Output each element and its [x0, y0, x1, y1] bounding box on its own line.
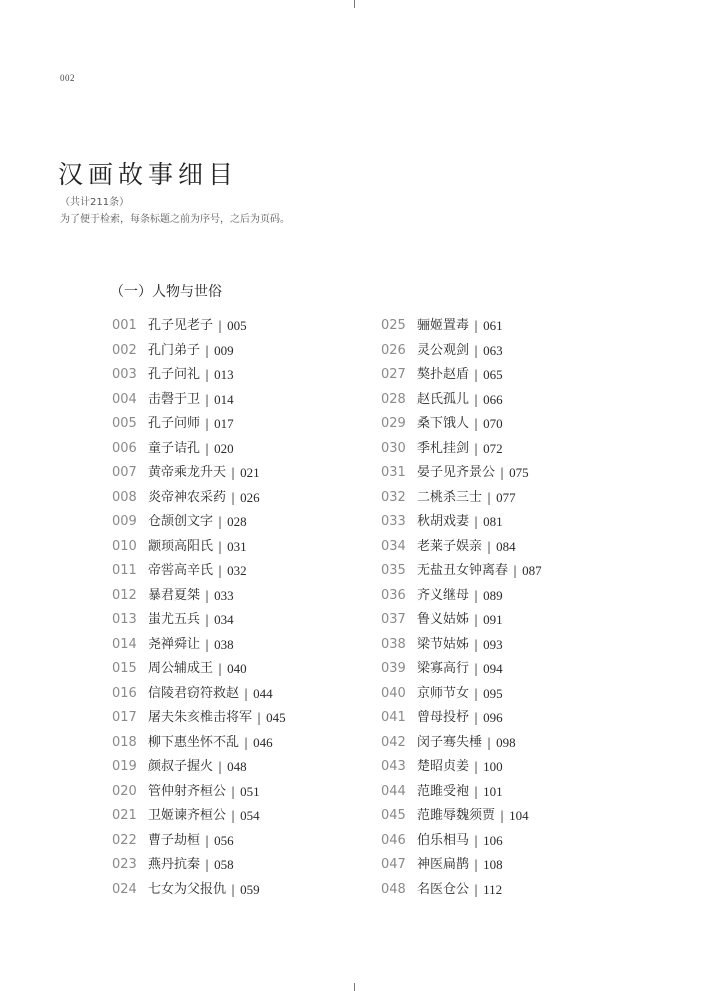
entry-number: 042 [381, 734, 406, 750]
entry-page: 081 [483, 514, 503, 530]
entry-page: 075 [509, 465, 529, 481]
entry-title: 獒扑赵盾 [417, 367, 470, 383]
entry-separator: | [231, 490, 236, 505]
entry-number: 030 [381, 440, 406, 456]
entry-separator: | [218, 319, 223, 334]
toc-entry[interactable] [112, 535, 286, 560]
entry-number: 047 [381, 857, 406, 873]
entry-number: 001 [112, 318, 137, 334]
toc-entry[interactable] [381, 804, 542, 829]
entry-separator: | [474, 417, 479, 432]
entry-title: 老莱子娱亲 [417, 538, 483, 554]
entry-separator: | [205, 858, 210, 873]
toc-entry[interactable] [112, 731, 286, 756]
entry-page: 077 [496, 489, 516, 505]
entry-title: 伯乐相马 [417, 832, 470, 848]
entry-title: 燕丹抗秦 [148, 857, 201, 873]
entry-separator: | [474, 882, 479, 897]
toc-entry[interactable] [381, 633, 542, 658]
toc-entry[interactable] [381, 461, 542, 486]
entry-separator: | [218, 564, 223, 579]
entry-page: 089 [483, 587, 503, 603]
toc-entry[interactable] [112, 780, 286, 805]
entry-title: 闵子骞失棰 [417, 734, 483, 750]
entry-title: 孔子见老子 [148, 318, 214, 334]
entry-title: 梁节姑姊 [417, 636, 470, 652]
entry-title: 暴君夏桀 [148, 587, 201, 603]
entry-title: 范雎受袍 [417, 783, 470, 799]
entry-number: 040 [381, 685, 406, 701]
entry-page: 028 [227, 514, 247, 530]
entry-title: 季札挂剑 [417, 440, 470, 456]
entry-count: （共计211条） [60, 197, 130, 208]
toc-entry[interactable] [381, 437, 542, 462]
entry-number: 041 [381, 710, 406, 726]
entry-title: 仓颉创文字 [148, 514, 214, 530]
entry-separator: | [218, 662, 223, 677]
entry-number: 014 [112, 636, 137, 652]
entry-page: 013 [214, 367, 234, 383]
crop-mark-bottom [354, 983, 355, 991]
entry-page: 084 [496, 538, 516, 554]
entry-page: 098 [496, 734, 516, 750]
entry-page: 061 [483, 318, 503, 334]
entry-title: 卫姬谏齐桓公 [148, 808, 227, 824]
entry-page: 106 [483, 832, 503, 848]
toc-entry[interactable] [381, 878, 542, 903]
entry-number: 013 [112, 612, 137, 628]
entry-separator: | [474, 637, 479, 652]
entry-title: 梁寡高行 [417, 661, 470, 677]
entry-page: 112 [483, 881, 503, 897]
entry-number: 004 [112, 391, 137, 407]
entry-separator: | [218, 539, 223, 554]
toc-entry[interactable] [112, 755, 286, 780]
entry-separator: | [474, 662, 479, 677]
entry-page: 046 [253, 734, 273, 750]
page-number: 002 [60, 73, 75, 83]
entry-separator: | [218, 515, 223, 530]
entry-title: 炎帝神农采药 [148, 489, 227, 505]
entry-page: 054 [240, 808, 260, 824]
page-title: 汉画故事细目 [58, 160, 239, 189]
entry-number: 033 [381, 514, 406, 530]
toc-entry[interactable] [112, 363, 286, 388]
entry-page: 014 [214, 391, 234, 407]
entry-separator: | [257, 711, 262, 726]
toc-entry[interactable] [381, 363, 542, 388]
entry-separator: | [474, 319, 479, 334]
entry-page: 040 [227, 661, 247, 677]
entry-separator: | [474, 588, 479, 603]
entry-number: 002 [112, 342, 137, 358]
entry-separator: | [474, 833, 479, 848]
entry-separator: | [205, 392, 210, 407]
entry-title: 七女为父报仇 [148, 881, 227, 897]
toc-entry[interactable] [381, 706, 542, 731]
entry-page: 104 [509, 808, 529, 824]
crop-mark-top [354, 0, 355, 8]
entry-page: 058 [214, 857, 234, 873]
toc-entry[interactable] [112, 584, 286, 609]
entry-page: 031 [227, 538, 247, 554]
entry-title: 曾母投杼 [417, 710, 470, 726]
entry-page: 094 [483, 661, 503, 677]
entry-number: 037 [381, 612, 406, 628]
entry-page: 020 [214, 440, 234, 456]
entry-page: 005 [227, 318, 247, 334]
entry-number: 006 [112, 440, 137, 456]
entry-number: 032 [381, 489, 406, 505]
entry-title: 灵公观剑 [417, 342, 470, 358]
toc-entry[interactable] [381, 829, 542, 854]
entry-page: 045 [266, 710, 286, 726]
toc-entry[interactable] [112, 608, 286, 633]
entry-page: 056 [214, 832, 234, 848]
entry-title: 秋胡戏妻 [417, 514, 470, 530]
toc-entry[interactable] [381, 780, 542, 805]
entry-page: 101 [483, 783, 503, 799]
entry-title: 管仲射齐桓公 [148, 783, 227, 799]
entry-title: 信陵君窃符救赵 [148, 685, 240, 701]
toc-entry[interactable] [112, 804, 286, 829]
entry-separator: | [474, 711, 479, 726]
entry-title: 鲁义姑姊 [417, 612, 470, 628]
entry-title: 曹子劫桓 [148, 832, 201, 848]
entry-title: 黄帝乘龙升天 [148, 465, 227, 481]
entry-page: 072 [483, 440, 503, 456]
entry-separator: | [231, 466, 236, 481]
entry-page: 048 [227, 759, 247, 775]
entry-number: 043 [381, 759, 406, 775]
toc-entry[interactable] [112, 510, 286, 535]
entry-number: 044 [381, 783, 406, 799]
entry-page: 087 [522, 563, 542, 579]
entry-title: 楚昭贞姜 [417, 759, 470, 775]
entry-separator: | [474, 686, 479, 701]
entry-number: 011 [112, 563, 137, 579]
toc-column-left [112, 314, 286, 902]
entry-separator: | [205, 368, 210, 383]
entry-separator: | [205, 417, 210, 432]
entry-page: 009 [214, 342, 234, 358]
toc-entry[interactable] [112, 559, 286, 584]
entry-title: 无盐丑女钟离春 [417, 563, 509, 579]
toc-column-right [381, 314, 542, 902]
entry-separator: | [500, 466, 505, 481]
toc-entry[interactable] [381, 731, 542, 756]
toc-entry[interactable] [112, 829, 286, 854]
toc-entry[interactable] [112, 314, 286, 339]
entry-title: 孔子问礼 [148, 367, 201, 383]
toc-entry[interactable] [381, 339, 542, 364]
entry-page: 093 [483, 636, 503, 652]
entry-page: 091 [483, 612, 503, 628]
entry-separator: | [487, 539, 492, 554]
entry-title: 孔门弟子 [148, 342, 201, 358]
toc-entry[interactable] [381, 412, 542, 437]
toc-entry[interactable] [381, 486, 542, 511]
entry-title: 赵氏孤儿 [417, 391, 470, 407]
entry-page: 044 [253, 685, 273, 701]
entry-title: 屠夫朱亥椎击将军 [148, 710, 253, 726]
entry-title: 击磬于卫 [148, 391, 201, 407]
entry-number: 015 [112, 661, 137, 677]
entry-title: 周公辅成王 [148, 661, 214, 677]
toc-entry[interactable] [112, 486, 286, 511]
entry-separator: | [205, 613, 210, 628]
entry-page: 066 [483, 391, 503, 407]
entry-number: 024 [112, 881, 137, 897]
entry-page: 065 [483, 367, 503, 383]
entry-number: 038 [381, 636, 406, 652]
entry-title: 齐义继母 [417, 587, 470, 603]
entry-title: 童子诘孔 [148, 440, 201, 456]
entry-number: 007 [112, 465, 137, 481]
entry-number: 031 [381, 465, 406, 481]
entry-number: 019 [112, 759, 137, 775]
entry-number: 029 [381, 416, 406, 432]
toc-entry[interactable] [381, 755, 542, 780]
entry-number: 003 [112, 367, 137, 383]
entry-separator: | [244, 735, 249, 750]
entry-title: 骊姬置毒 [417, 318, 470, 334]
toc-entry[interactable] [112, 437, 286, 462]
entry-number: 039 [381, 661, 406, 677]
entry-number: 048 [381, 881, 406, 897]
entry-separator: | [205, 441, 210, 456]
toc-entry[interactable] [112, 853, 286, 878]
entry-separator: | [231, 809, 236, 824]
entry-separator: | [205, 833, 210, 848]
entry-page: 017 [214, 416, 234, 432]
entry-page: 100 [483, 759, 503, 775]
entry-number: 016 [112, 685, 137, 701]
entry-number: 025 [381, 318, 406, 334]
entry-separator: | [474, 343, 479, 358]
toc-entry[interactable] [381, 608, 542, 633]
entry-number: 017 [112, 710, 137, 726]
entry-number: 018 [112, 734, 137, 750]
entry-title: 二桃杀三士 [417, 489, 483, 505]
entry-page: 021 [240, 465, 260, 481]
toc-entry[interactable] [381, 657, 542, 682]
entry-number: 027 [381, 367, 406, 383]
toc-entry[interactable] [112, 706, 286, 731]
entry-title: 晏子见齐景公 [417, 465, 496, 481]
entry-separator: | [231, 882, 236, 897]
entry-page: 033 [214, 587, 234, 603]
toc-entry[interactable] [381, 584, 542, 609]
entry-separator: | [487, 490, 492, 505]
entry-page: 108 [483, 857, 503, 873]
entry-number: 020 [112, 783, 137, 799]
entry-number: 008 [112, 489, 137, 505]
toc-entry[interactable] [112, 461, 286, 486]
entry-separator: | [474, 784, 479, 799]
entry-separator: | [513, 564, 518, 579]
entry-separator: | [487, 735, 492, 750]
toc-entry[interactable] [112, 682, 286, 707]
toc-entry[interactable] [381, 314, 542, 339]
toc-entry[interactable] [381, 559, 542, 584]
toc-entry[interactable] [112, 388, 286, 413]
entry-title: 柳下惠坐怀不乱 [148, 734, 240, 750]
toc-entry[interactable] [381, 535, 542, 560]
entry-separator: | [474, 441, 479, 456]
entry-title: 神医扁鹊 [417, 857, 470, 873]
toc-entry[interactable] [381, 388, 542, 413]
entry-separator: | [474, 760, 479, 775]
entry-separator: | [474, 858, 479, 873]
entry-separator: | [474, 515, 479, 530]
entry-number: 026 [381, 342, 406, 358]
entry-separator: | [474, 613, 479, 628]
toc-entry[interactable] [112, 878, 286, 903]
entry-number: 009 [112, 514, 137, 530]
entry-number: 022 [112, 832, 137, 848]
entry-separator: | [231, 784, 236, 799]
entry-separator: | [474, 368, 479, 383]
entry-separator: | [500, 809, 505, 824]
entry-number: 005 [112, 416, 137, 432]
entry-page: 038 [214, 636, 234, 652]
entry-page: 026 [240, 489, 260, 505]
toc-entry[interactable] [112, 633, 286, 658]
entry-page: 070 [483, 416, 503, 432]
entry-title: 尧禅舜让 [148, 636, 201, 652]
entry-separator: | [218, 760, 223, 775]
entry-page: 059 [240, 881, 260, 897]
entry-page: 095 [483, 685, 503, 701]
entry-number: 035 [381, 563, 406, 579]
entry-number: 036 [381, 587, 406, 603]
entry-page: 032 [227, 563, 247, 579]
entry-title: 范雎辱魏须贾 [417, 808, 496, 824]
entry-page: 051 [240, 783, 260, 799]
entry-title: 京师节女 [417, 685, 470, 701]
entry-separator: | [205, 588, 210, 603]
usage-note: 为了便于检索，每条标题之前为序号，之后为页码。 [60, 214, 290, 225]
section-heading: （一）人物与世俗 [110, 284, 222, 300]
entry-title: 颜叔子握火 [148, 759, 214, 775]
toc-entry[interactable] [381, 510, 542, 535]
entry-number: 034 [381, 538, 406, 554]
toc-entry[interactable] [112, 412, 286, 437]
toc-entry[interactable] [381, 682, 542, 707]
entry-number: 023 [112, 857, 137, 873]
entry-number: 012 [112, 587, 137, 603]
entry-page: 063 [483, 342, 503, 358]
toc-entry[interactable] [381, 853, 542, 878]
entry-separator: | [205, 637, 210, 652]
entry-title: 颛顼高阳氏 [148, 538, 214, 554]
entry-title: 名医仓公 [417, 881, 470, 897]
entry-title: 孔子问师 [148, 416, 201, 432]
entry-separator: | [474, 392, 479, 407]
entry-page: 034 [214, 612, 234, 628]
entry-title: 桑下饿人 [417, 416, 470, 432]
toc-entry[interactable] [112, 657, 286, 682]
entry-number: 021 [112, 808, 137, 824]
entry-number: 010 [112, 538, 137, 554]
entry-number: 045 [381, 808, 406, 824]
entry-separator: | [205, 343, 210, 358]
entry-title: 蚩尤五兵 [148, 612, 201, 628]
entry-number: 046 [381, 832, 406, 848]
entry-page: 096 [483, 710, 503, 726]
toc-entry[interactable] [112, 339, 286, 364]
entry-separator: | [244, 686, 249, 701]
entry-title: 帝喾高辛氏 [148, 563, 214, 579]
entry-number: 028 [381, 391, 406, 407]
